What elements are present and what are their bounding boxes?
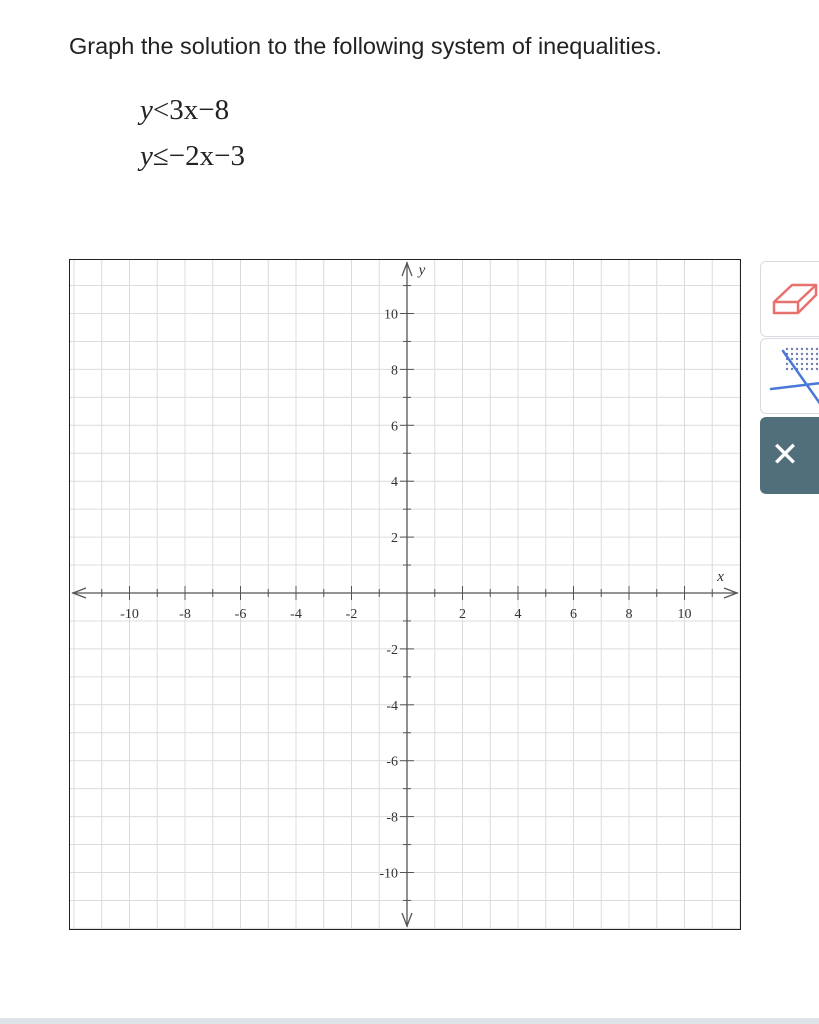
- inequality-1-lhs: y: [140, 94, 153, 126]
- y-axis-label: y: [418, 262, 426, 279]
- close-icon: ✕: [770, 436, 800, 474]
- y-tick-label: 6: [391, 419, 398, 435]
- y-tick-label: 2: [391, 531, 398, 547]
- y-tick-label: -4: [386, 698, 398, 714]
- y-tick-label: 4: [391, 475, 398, 491]
- y-tick-label: -10: [379, 866, 398, 882]
- x-tick-label: -8: [179, 607, 191, 622]
- eraser-icon: [761, 262, 819, 338]
- y-tick-label: 10: [384, 307, 398, 323]
- y-tick-label: -2: [386, 642, 398, 658]
- y-tick-label: -8: [386, 810, 398, 826]
- question-prompt: Graph the solution to the following system of inequalities.: [69, 33, 663, 59]
- x-tick-label: 10: [677, 607, 692, 622]
- x-tick-label: -6: [234, 607, 247, 622]
- x-tick-label: -10: [120, 607, 139, 622]
- inequality-1: [140, 94, 229, 127]
- y-tick-label: 8: [391, 363, 398, 379]
- eraser-tool-button[interactable]: [760, 261, 819, 337]
- graph-canvas[interactable]: [69, 259, 741, 930]
- x-tick-label: -4: [290, 607, 302, 622]
- x-tick-label: 4: [514, 607, 522, 622]
- inequality-2-lhs: y: [140, 140, 153, 172]
- shade-region-icon: [761, 339, 819, 415]
- x-tick-label: 8: [625, 607, 633, 622]
- x-tick-label: -2: [345, 607, 358, 622]
- shade-region-tool-button[interactable]: [760, 338, 819, 414]
- x-tick-label: 6: [570, 607, 577, 622]
- close-button[interactable]: [760, 417, 819, 494]
- x-axis-label: x: [717, 569, 724, 585]
- inequality-1-rhs: 3x−8: [169, 94, 230, 126]
- bottom-bar: [0, 1018, 819, 1024]
- inequality-1-op: <: [152, 94, 170, 126]
- y-tick-label: -6: [386, 754, 398, 770]
- x-tick-label: 2: [459, 607, 466, 622]
- inequality-2-rhs: −2x−3: [168, 140, 246, 172]
- inequality-2-op: ≤: [152, 140, 169, 172]
- coordinate-plane[interactable]: [70, 260, 740, 929]
- inequality-2: [140, 140, 245, 173]
